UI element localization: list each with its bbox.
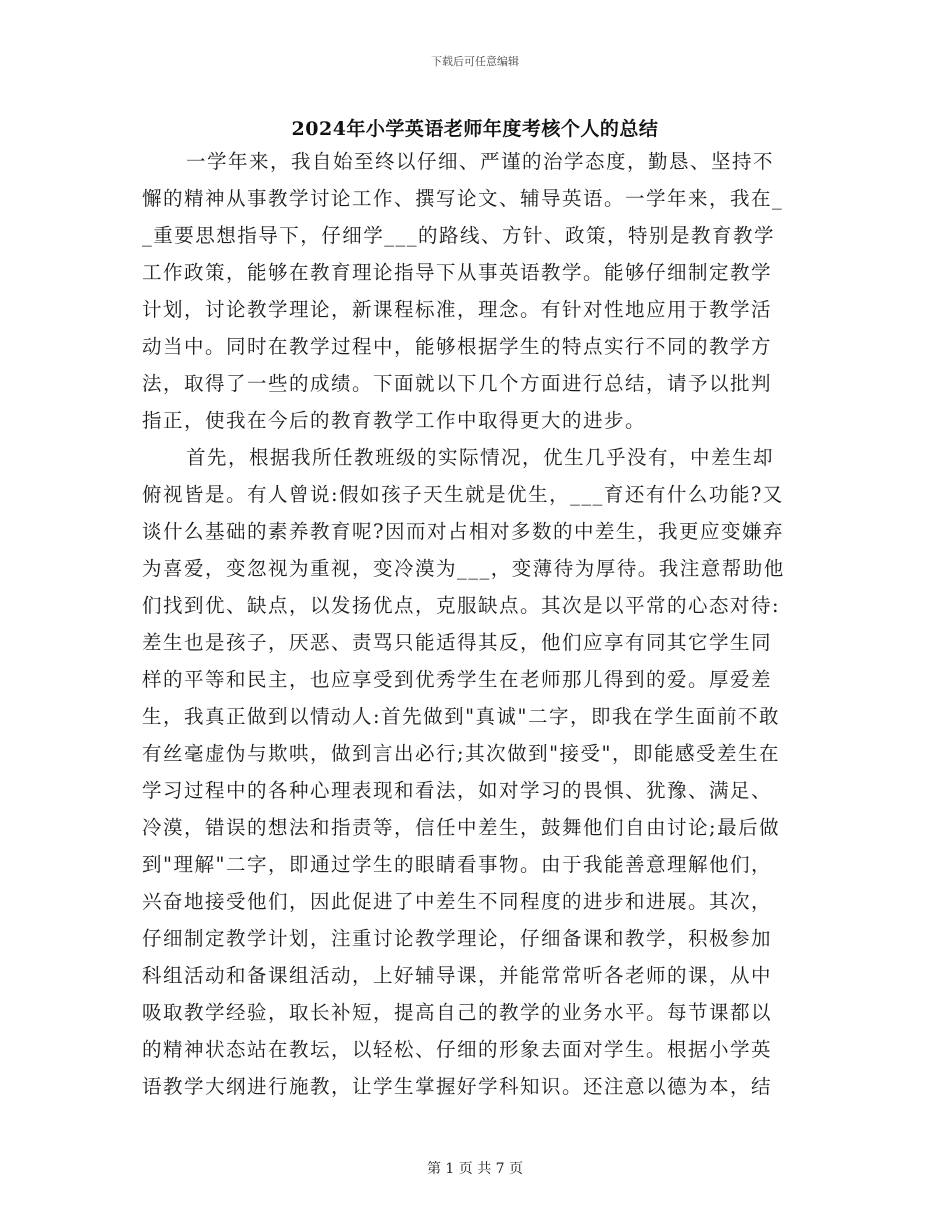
body-text-line: 生，我真正做到以情动人:首先做到"真诚"二字，即我在学生面前不敢 bbox=[142, 705, 781, 728]
body-text-line: 谈什么基础的素养教育呢?因而对占相对多数的中差生，我更应变嫌弃 bbox=[142, 520, 784, 543]
body-text-line: 一学年来，我自始至终以仔细、严谨的治学态度，勤恳、坚持不 bbox=[186, 150, 775, 173]
body-text-line: 法，取得了一些的成绩。下面就以下几个方面进行总结，请予以批判 bbox=[142, 372, 773, 395]
body-text-line: 懈的精神从事教学讨论工作、撰写论文、辅导英语。一学年来，我在_ bbox=[142, 187, 784, 210]
body-text-line: 工作政策，能够在教育理论指导下从事英语教学。能够仔细制定教学 bbox=[142, 261, 773, 284]
body-text-line: 有丝毫虚伪与欺哄，做到言出必行;其次做到"接受"，即能感受差生在 bbox=[142, 742, 781, 765]
body-text-line: 计划，讨论教学理论，新课程标准，理念。有针对性地应用于教学活 bbox=[142, 298, 773, 321]
body-text-line: 语教学大纲进行施教，让学生掌握好学科知识。还注意以德为本，结 bbox=[142, 1075, 773, 1098]
body-text-line: 差生也是孩子，厌恶、责骂只能适得其反，他们应享有同其它学生同 bbox=[142, 631, 773, 654]
document-title: 2024年小学英语老师年度考核个人的总结 bbox=[291, 118, 659, 140]
body-text-line: 首先，根据我所任教班级的实际情况，优生几乎没有，中差生却 bbox=[186, 446, 775, 469]
body-text-line: 俯视皆是。有人曾说:假如孩子天生就是优生，___育还有什么功能?又 bbox=[142, 483, 784, 506]
document-body bbox=[142, 143, 810, 1105]
body-text-line: 指正，使我在今后的教育教学工作中取得更大的进步。 bbox=[142, 409, 647, 432]
body-text-line: 兴奋地接受他们，因此促进了中差生不同程度的进步和进展。其次， bbox=[142, 890, 773, 913]
body-text-line: 冷漠，错误的想法和指责等，信任中差生，鼓舞他们自由讨论;最后做 bbox=[142, 816, 781, 839]
body-text-line: _重要思想指导下，仔细学___的路线、方针、政策，特别是教育教学 bbox=[142, 224, 776, 247]
body-text-line: 仔细制定教学计划，注重讨论教学理论，仔细备课和教学，积极参加 bbox=[142, 927, 773, 950]
page-header: 下载后可任意编辑 bbox=[431, 55, 519, 68]
body-text-line: 到"理解"二字，即通过学生的眼睛看事物。由于我能善意理解他们， bbox=[142, 853, 772, 876]
body-text-line: 们找到优、缺点，以发扬优点，克服缺点。其次是以平常的心态对待: bbox=[142, 594, 781, 617]
body-text-line: 动当中。同时在教学过程中，能够根据学生的特点实行不同的教学方 bbox=[142, 335, 773, 358]
page-footer: 第 1 页 共 7 页 bbox=[426, 1161, 524, 1177]
body-text-line: 为喜爱，变忽视为重视，变冷漠为___，变薄待为厚待。我注意帮助他 bbox=[142, 557, 785, 580]
body-text-line: 样的平等和民主，也应享受到优秀学生在老师那儿得到的爱。厚爱差 bbox=[142, 668, 773, 691]
body-text-line: 学习过程中的各种心理表现和看法，如对学习的畏惧、犹豫、满足、 bbox=[142, 779, 773, 802]
body-text-line: 吸取教学经验，取长补短，提高自己的教学的业务水平。每节课都以 bbox=[142, 1001, 773, 1024]
body-text-line: 科组活动和备课组活动，上好辅导课，并能常常听各老师的课，从中 bbox=[142, 964, 773, 987]
body-text-line: 的精神状态站在教坛，以轻松、仔细的形象去面对学生。根据小学英 bbox=[142, 1038, 773, 1061]
